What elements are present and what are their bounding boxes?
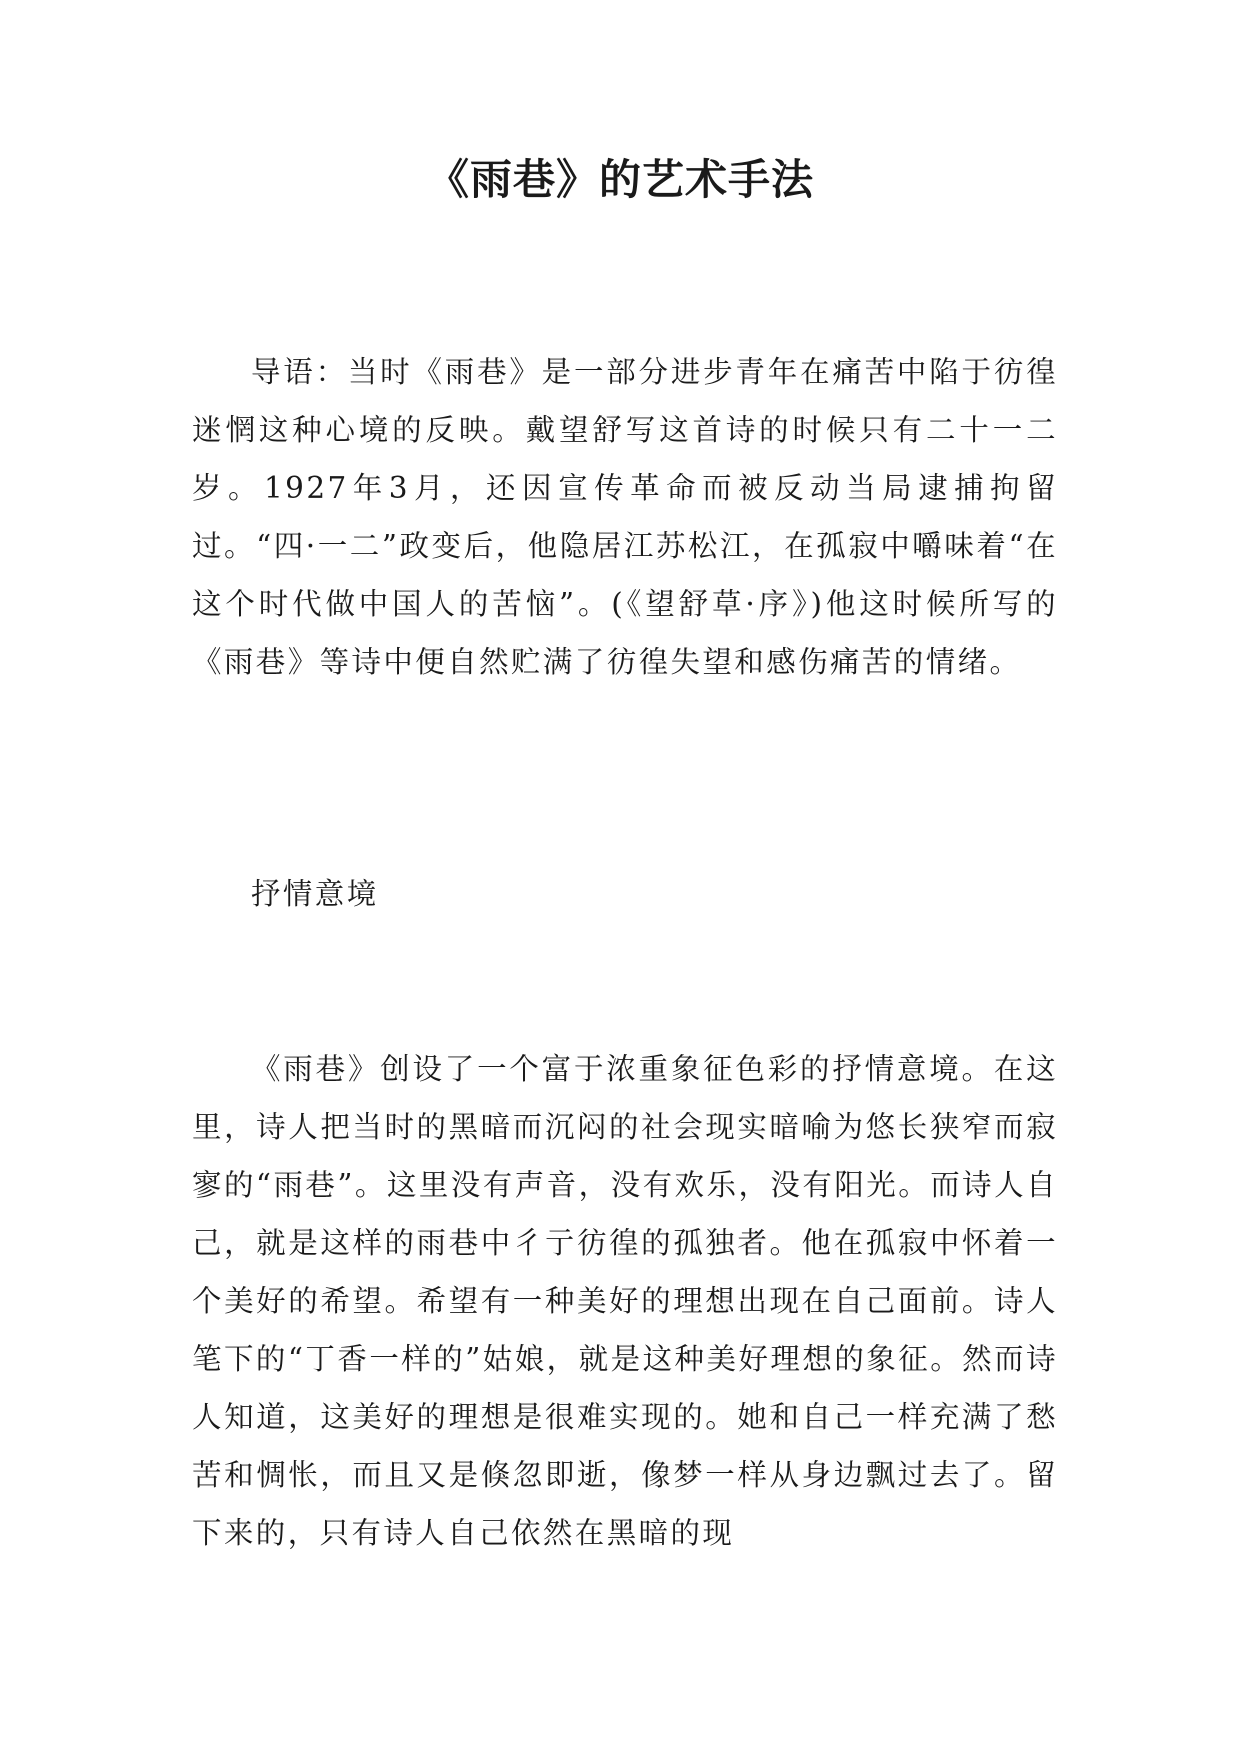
body-paragraph: 《雨巷》创设了一个富于浓重象征色彩的抒情意境。在这里，诗人把当时的黑暗而沉闷的社会现实暗喻为悠长狭窄而寂寥的“雨巷”。这里没有声音，没有欢乐，没有阳光。而诗人自己，就是这样的雨巷中彳亍彷徨的孤独者。他在孤寂中怀着一个美好的希望。希望有一种美好的理想出现在自己面前。诗人笔下的“丁香一样的”姑娘，就是这种美好理想的象征。然而诗人知道，这美好的理想是很难实现的。她和自己一样充满了愁苦和惆怅，而且又是倏忽即逝，像梦一样从身边飘过去了。留下来的，只有诗人自己依然在黑暗的现 bbox=[192, 1052, 1058, 1550]
section-heading: 抒情意境 bbox=[251, 877, 379, 911]
page-title: 《雨巷》的艺术手法 bbox=[426, 155, 814, 204]
intro-paragraph: 导语：当时《雨巷》是一部分进步青年在痛苦中陷于彷徨迷惘这种心境的反映。戴望舒写这首诗的时候只有二十一二岁。1927年3月，还因宣传革命而被反动当局逮捕拘留过。“四·一二”政变后，他隐居江苏松江，在孤寂中嚼味着“在这个时代做中国人的苦恼”。(《望舒草·序》)他这时候所写的《雨巷》等诗中便自然贮满了彷徨失望和感伤痛苦的情绪。 bbox=[192, 355, 1058, 679]
